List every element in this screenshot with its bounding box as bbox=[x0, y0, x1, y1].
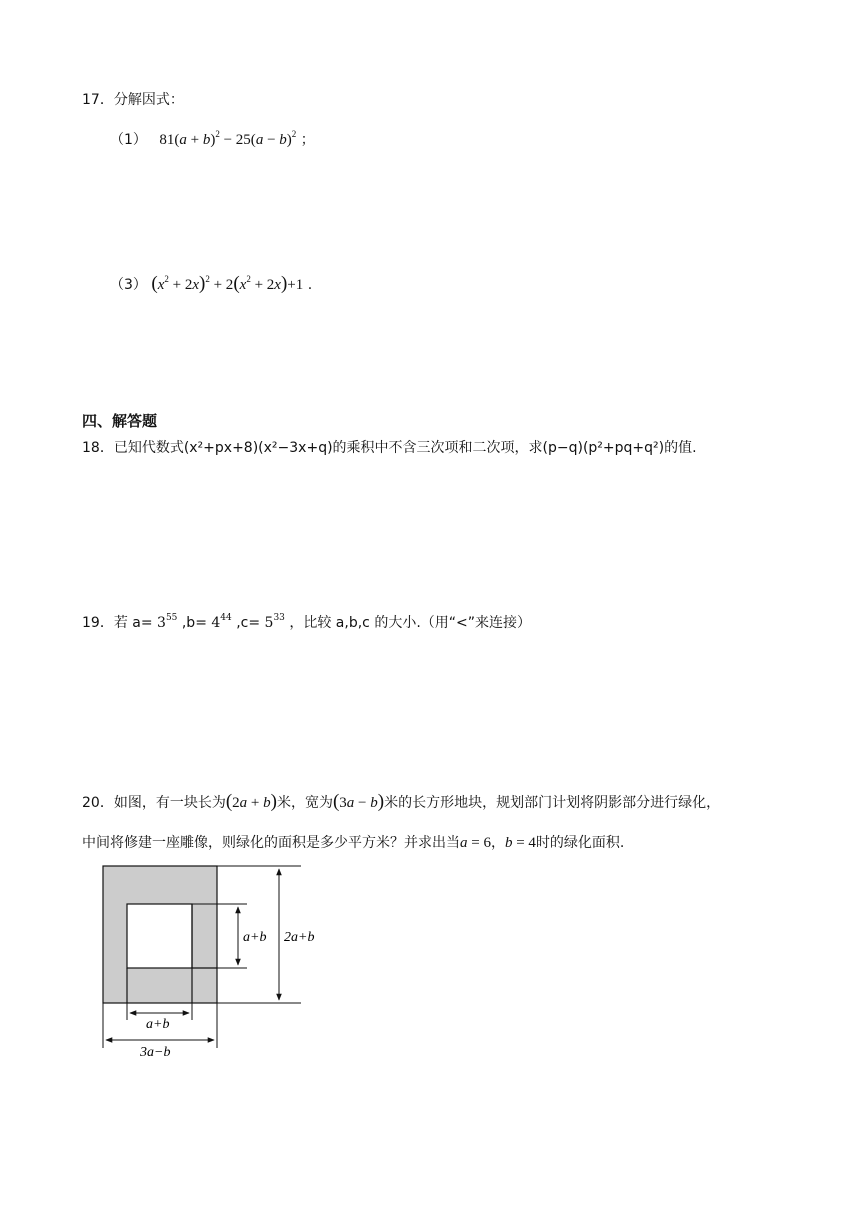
q19-c-value: $5^{33}$ bbox=[264, 613, 285, 631]
q19-prefix: 19．若 a= bbox=[82, 615, 158, 631]
q20-line1 bbox=[82, 792, 720, 813]
q19-a-value: $3^{55}$ bbox=[157, 613, 178, 631]
q17-part1-tail: ； bbox=[300, 132, 315, 148]
label-outer-width: 3a−b bbox=[140, 1045, 171, 1060]
q17-part1-expression: $81(a + b)^2 - 25(a - b)^2$ bbox=[159, 129, 297, 148]
q20-line2-c: 时的绿化面积. bbox=[535, 835, 625, 851]
q19-suffix: ，比较 a,b,c 的大小.（用“<”来连接） bbox=[284, 615, 532, 631]
q20-line2-b: ， bbox=[490, 835, 505, 851]
q17-title: 17．分解因式： bbox=[82, 92, 184, 108]
q19-line bbox=[82, 613, 531, 633]
q20-b-value: b = 4 bbox=[504, 835, 536, 851]
q20-line1-b: 米，宽为 bbox=[276, 795, 333, 811]
q19-c-part: ,c= bbox=[231, 615, 265, 631]
q18-text: 18．已知代数式(x²+px+8)(x²−3x+q)的乘积中不含三次项和二次项，求(p−q)(p²+pq+q²)的值. bbox=[82, 440, 697, 456]
q17-part3-expression: $(x^2 + 2x)^2 + 2(x^2 + 2x)+1$ bbox=[151, 273, 304, 294]
q20-length-expr: (2a + b) bbox=[225, 791, 277, 812]
q20-width-expr: (3a − b) bbox=[332, 791, 385, 812]
q20-line2-a: 中间将修建一座雕像，则绿化的面积是多少平方米？并求出当 bbox=[82, 835, 460, 851]
q19-b-part: ,b= bbox=[177, 615, 212, 631]
statue-square bbox=[127, 904, 192, 968]
q20-line1-a: 20．如图，有一块长为 bbox=[82, 795, 226, 811]
q17-part1 bbox=[110, 130, 315, 150]
q19-b-value: $4^{44}$ bbox=[211, 613, 232, 631]
label-outer-height: 2a+b bbox=[284, 930, 315, 945]
label-inner-width: a+b bbox=[146, 1017, 170, 1032]
q20-a-value: a = 6 bbox=[460, 835, 491, 851]
q17-part3-tail: . bbox=[307, 277, 313, 293]
q17-part3 bbox=[110, 274, 312, 295]
q17-part3-label: （3） bbox=[110, 277, 147, 293]
q20-line2 bbox=[82, 833, 624, 853]
q20-figure bbox=[95, 860, 335, 1060]
section-title: 四、解答题 bbox=[82, 412, 158, 430]
q20-line1-c: 米的长方形地块，规划部门计划将阴影部分进行绿化， bbox=[384, 795, 721, 811]
label-inner-height: a+b bbox=[243, 930, 267, 945]
q17-part1-label: （1） bbox=[110, 132, 147, 148]
